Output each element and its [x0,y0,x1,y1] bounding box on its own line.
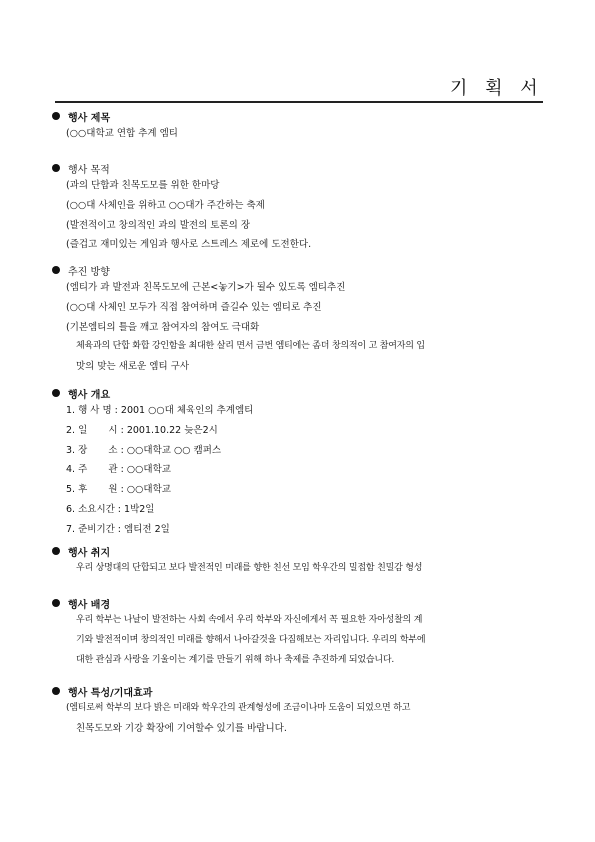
overview-item: 1. 행 사 명 : 2001 ○○대 체육인의 추계엠티 [66,405,254,416]
text-line: (엠티로써 학부의 보다 밝은 미래와 학우간의 관계형성에 조금이나마 도움이 되었으면 하고 [66,703,411,713]
text-line: 기와 발전적이며 창의적인 미래를 향해서 나아갈것을 다짐해보는 자리입니다. 우리의 학부에 [76,634,426,645]
overview-item: 2. 일 시 : 2001.10.22 늦은2시 [66,424,218,436]
text-line: 우리 학부는 나날이 발전하는 사회 속에서 우리 학부와 자신에게서 꼭 필요한 자아성찰의 계 [76,615,423,625]
section-event-name [52,108,547,144]
section-heading-label: 행사 취지 [68,547,111,559]
section-overview [52,385,547,540]
overview-item: 6. 소요시간 : 1박2일 [66,503,155,515]
text-line: (○○대 사체인을 위하고 ○○대가 주간하는 축제 [66,199,265,211]
bullet-icon [52,687,60,695]
overview-item: 5. 후 원 : ○○대학교 [66,484,171,496]
overview-item: 7. 준비기간 : 엠티전 2일 [66,523,170,535]
bullet-icon [52,266,60,274]
section-heading [52,543,547,559]
section-purpose [52,160,547,255]
section-heading [52,160,547,176]
overview-item: 4. 주 관 : ○○대학교 [66,464,171,476]
section-heading-label: 행사 제목 [68,112,111,124]
section-heading [52,262,547,278]
bullet-icon [52,389,60,397]
section-background [52,595,547,670]
section-intent [52,543,547,579]
section-heading-label: 행사 배경 [68,599,111,611]
text-line: 친목도모와 기강 확장에 기여할수 있기를 바랍니다. [76,722,287,734]
section-heading [52,595,547,611]
bullet-icon [52,164,60,172]
bullet-icon [52,547,60,555]
text-line: (즐겁고 재미있는 게임과 행사로 스트레스 제로에 도전한다. [66,239,312,251]
overview-item: 3. 장 소 : ○○대학교 ○○ 캠퍼스 [66,444,222,456]
text-line: (○○대 사체인 모두가 직접 참여하며 즐길수 있는 엠티로 추진 [66,301,322,313]
text-line: (기본엠티의 틀을 깨고 참여자의 참여도 극대화 [66,321,260,333]
text-line: (○○대학교 연합 추계 엠티 [66,128,178,139]
text-line: (과의 단합과 친목도모를 위한 한마당 [66,180,220,191]
section-heading [52,108,547,124]
bullet-icon [52,599,60,607]
text-line: 우리 상명대의 단합되고 보다 발전적인 미래를 향한 친선 모임 학우간의 밀접함 친밀감 형성 [76,563,423,573]
section-heading-label: 행사 개요 [68,389,111,401]
section-direction [52,262,547,377]
section-heading-label: 추진 방향 [68,266,110,278]
text-line: 대한 관심과 사랑을 기울이는 계기를 만들기 위해 하나 축제를 추진하게 되었습니다. [76,654,395,665]
section-heading-label: 행사 목적 [68,164,110,176]
bullet-icon [52,112,60,120]
section-heading-label: 행사 특성/기대효과 [68,687,153,699]
text-line: 맛의 맞는 새로운 엠티 구사 [76,361,190,373]
section-heading [52,385,547,401]
text-line: (엠티가 과 발전과 친목도모에 근본<놓기>가 될수 있도록 엠티추진 [66,282,346,293]
text-line: (발전적이고 창의적인 과의 발전의 토론의 장 [66,219,250,231]
section-heading [52,683,547,699]
page-title: 기 획 서 [450,78,544,99]
text-line: 체육과의 단합 화합 강인함을 최대한 살리 면서 금번 엠티에는 좀더 창의적이 고 참여자의 입 [76,341,425,352]
section-effect [52,683,547,739]
title-divider [55,101,543,103]
